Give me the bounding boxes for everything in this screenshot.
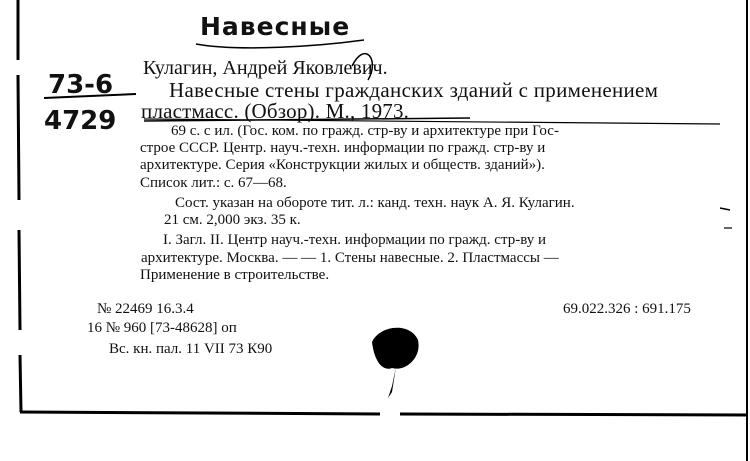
author-heading: Кулагин, Андрей Яковлевич. [143, 57, 388, 79]
tracing-line-2: архитектуре. Москва. — — 1. Стены навесные. 2. Пластмассы — [141, 250, 559, 266]
handwritten-inventory-number: 4729 [44, 106, 117, 136]
book-chamber-imprint: Вс. кн. пал. 11 VII 73 К90 [109, 341, 273, 357]
note-line-2: 21 см. 2,000 экз. 35 к. [164, 212, 301, 228]
classification-code: 69.022.326 : 691.175 [563, 301, 691, 317]
tracing-line-1: I. Загл. II. Центр науч.-техн. информации по гражд. стр-ву и [163, 232, 547, 248]
book-title-line-2: пластмасс. (Обзор). М., 1973. [141, 99, 410, 123]
description-line-4: Список лит.: с. 67—68. [140, 175, 287, 191]
handwritten-subject-heading: Навесные [200, 12, 351, 41]
description-line-1: 69 с. с ил. (Гос. ком. по гражд. стр-ву и архитектуре при Гос- [171, 123, 559, 139]
tracing-line-3: Применение в строительстве. [140, 267, 330, 283]
note-line-1: Сост. указан на обороте тит. л.: канд. техн. наук А. Я. Кулагин. [175, 195, 575, 211]
order-number: № 22469 16.3.4 [97, 301, 194, 317]
description-line-3: архитектуре. Серия «Конструкции жилых и обществ. зданий»). [140, 157, 545, 173]
catalog-number: 16 № 960 [73-48628] оп [87, 320, 237, 336]
handwritten-shelf-code: 73-6 [48, 70, 114, 100]
book-title-line-1: Навесные стены гражданских зданий с применением [169, 78, 659, 102]
description-line-2: строе СССР. Центр. науч.-техн. информации по гражд. стр-ву и [140, 140, 546, 156]
